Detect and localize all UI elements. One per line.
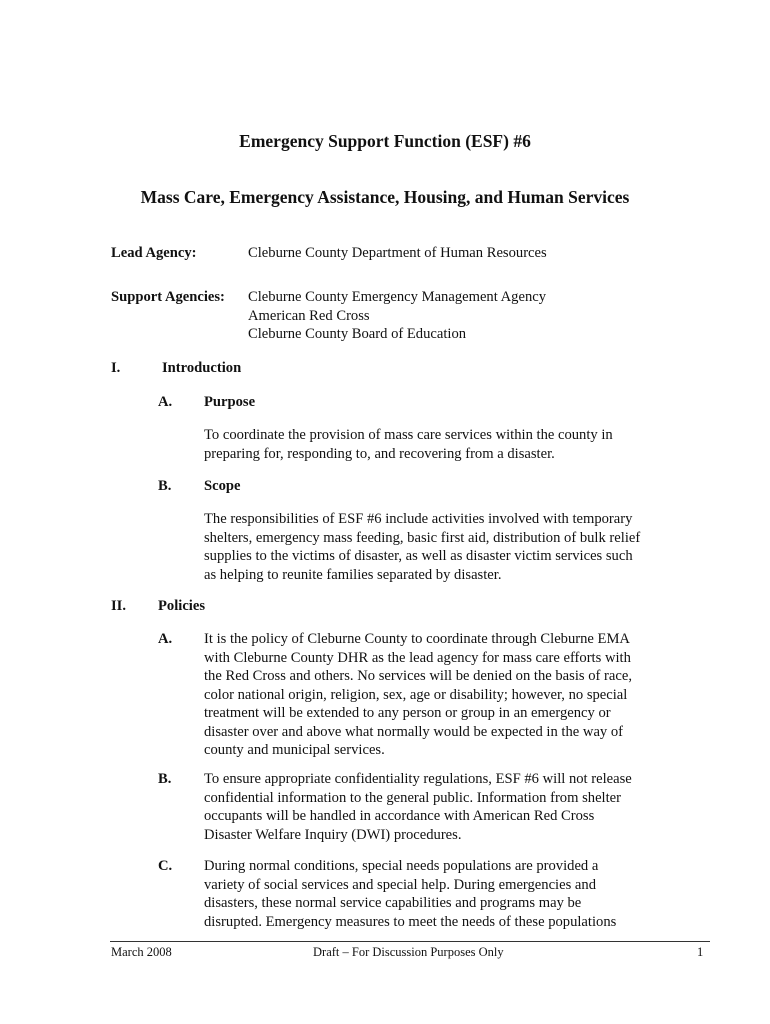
paragraph-line: variety of social services and special help. During emergencies and — [204, 876, 596, 893]
support-agency-item: American Red Cross — [248, 307, 370, 324]
footer-draft-notice: Draft – For Discussion Purposes Only — [313, 945, 504, 959]
paragraph-line: as helping to reunite families separated by disaster. — [204, 566, 502, 583]
subsection-1a-letter: A. — [158, 394, 173, 410]
paragraph-line: disaster over and above what normally would be expected in the way of — [204, 723, 624, 740]
paragraph-line: The responsibilities of ESF #6 include activities involved with temporary — [204, 511, 633, 527]
paragraph-line: Disaster Welfare Inquiry (DWI) procedures. — [204, 826, 462, 843]
paragraph-line: During normal conditions, special needs populations are provided a — [204, 858, 599, 874]
support-agency-item: Cleburne County Board of Education — [248, 326, 467, 342]
footer-date: March 2008 — [111, 945, 172, 959]
section-1-heading: Introduction — [162, 360, 242, 376]
policy-c-paragraph — [204, 857, 616, 931]
paragraph-line: occupants will be handled in accordance with American Red Cross — [204, 808, 595, 824]
paragraph-line: with Cleburne County DHR as the lead agency for mass care efforts with — [204, 649, 631, 666]
paragraph-line: To coordinate the provision of mass care services within the county in — [204, 427, 613, 443]
lead-agency-label: Lead Agency: — [111, 245, 197, 261]
paragraph-line: color national origin, religion, sex, age or disability; however, no special — [204, 686, 628, 703]
policy-c-letter: C. — [158, 858, 173, 874]
section-2-numeral: II. — [111, 598, 127, 614]
paragraph-line: It is the policy of Cleburne County to coordinate through Cleburne EMA — [204, 631, 630, 647]
paragraph-line: disrupted. Emergency measures to meet the needs of these populations — [204, 913, 617, 930]
footer-divider — [110, 941, 710, 942]
footer-page-number: 1 — [697, 945, 704, 959]
support-agencies-label: Support Agencies: — [111, 289, 225, 305]
subsection-1a-heading: Purpose — [204, 394, 256, 410]
purpose-paragraph — [204, 426, 613, 463]
paragraph-line: To ensure appropriate confidentiality regulations, ESF #6 will not release — [204, 771, 632, 787]
subsection-1b-heading: Scope — [204, 478, 241, 494]
paragraph-line: treatment will be extended to any person or group in an emergency or — [204, 705, 611, 721]
document-subtitle: Mass Care, Emergency Assistance, Housing, and Human Services — [140, 187, 630, 207]
paragraph-line: supplies to the victims of disaster, as well as disaster victim services such — [204, 548, 633, 564]
paragraph-line: shelters, emergency mass feeding, basic first aid, distribution of bulk relief — [204, 529, 641, 546]
subsection-1b-letter: B. — [158, 478, 172, 494]
paragraph-line: disasters, these normal service capabilities and programs may be — [204, 895, 582, 911]
section-2-heading: Policies — [158, 598, 206, 614]
policy-a-letter: A. — [158, 631, 173, 647]
paragraph-line: county and municipal services. — [204, 742, 385, 758]
policy-b-paragraph — [204, 770, 632, 844]
section-1-numeral: I. — [111, 360, 121, 376]
support-agency-item: Cleburne County Emergency Management Agency — [248, 289, 547, 305]
policy-b-letter: B. — [158, 771, 172, 787]
lead-agency-value: Cleburne County Department of Human Resources — [248, 245, 547, 261]
scope-paragraph — [204, 510, 640, 584]
paragraph-line: preparing for, responding to, and recovering from a disaster. — [204, 445, 555, 462]
document-title: Emergency Support Function (ESF) #6 — [239, 131, 531, 151]
paragraph-line: confidential information to the general public. Information from shelter — [204, 789, 622, 806]
policy-a-paragraph — [204, 630, 632, 760]
paragraph-line: the Red Cross and others. No services will be denied on the basis of race, — [204, 668, 632, 684]
support-agencies-list — [248, 288, 546, 344]
